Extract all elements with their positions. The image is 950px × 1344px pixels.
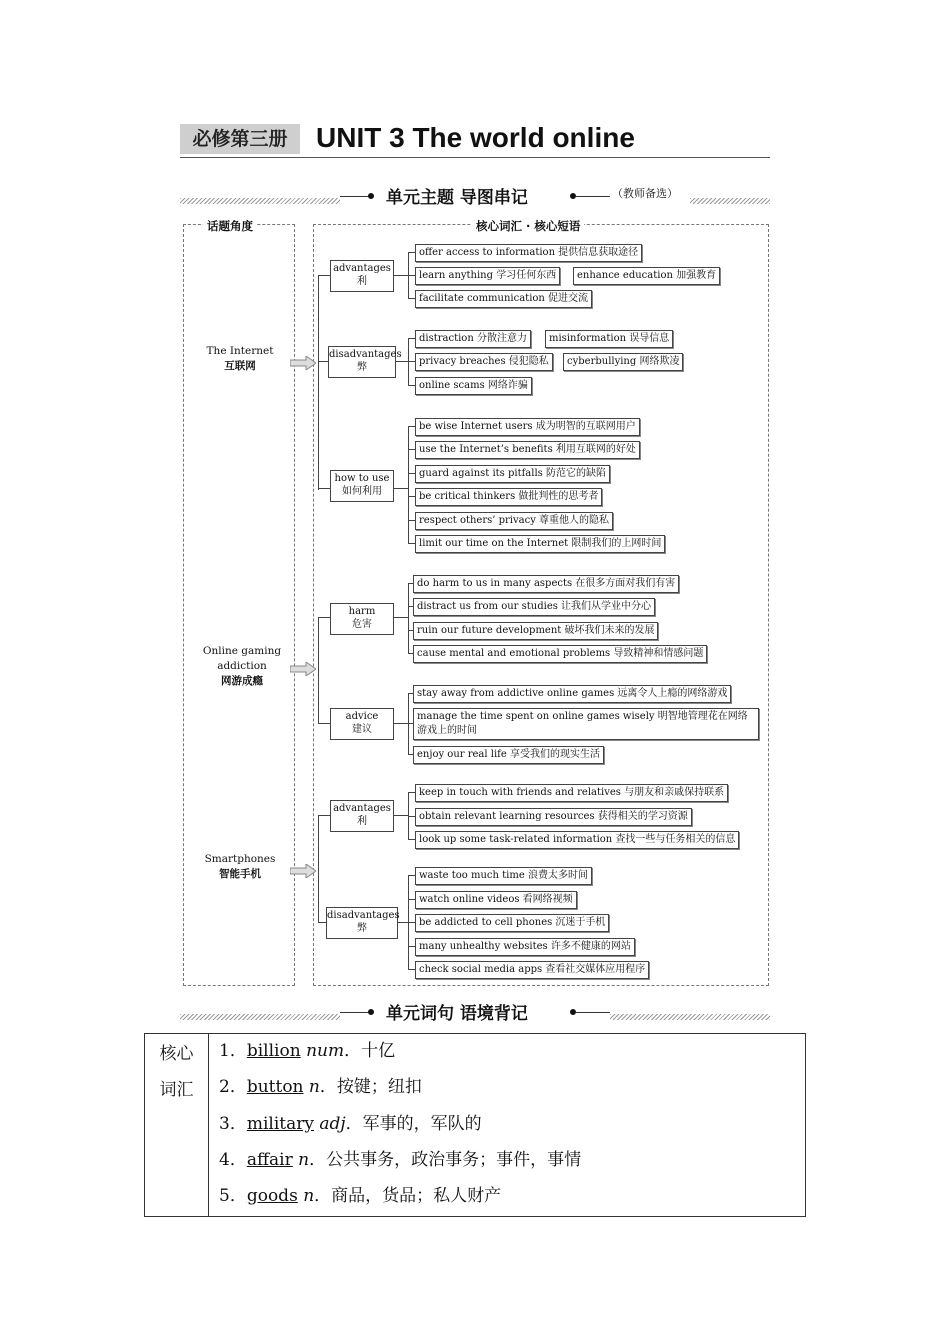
phrase-box: enhance education 加强教育: [573, 267, 720, 285]
phrase-box: offer access to information 提供信息获取途径: [415, 244, 642, 262]
connector: [408, 338, 415, 339]
vocab-meaning: 军事的，军队的: [362, 1114, 482, 1134]
connector: [408, 946, 415, 947]
phrase-box: learn anything 学习任何东西: [415, 267, 560, 285]
phrase-box: distraction 分散注意力: [415, 330, 531, 348]
category-box: [326, 907, 398, 939]
vocab-sep: ．: [345, 1114, 363, 1134]
section1-title: 单元主题 导图串记: [386, 188, 528, 208]
section1-note: （教师备选）: [612, 187, 678, 200]
phrase-box: be wise Internet users 成为明智的互联网用户: [415, 418, 640, 436]
connector: [394, 361, 408, 362]
arrow-right-icon: [290, 864, 316, 878]
connector: [408, 252, 415, 253]
vocab-num: 2．: [219, 1077, 247, 1097]
connector: [408, 473, 415, 474]
vocab-table: [144, 1033, 806, 1217]
phrase-box: watch online videos 看网络视频: [415, 891, 577, 909]
topic-internet: [196, 344, 284, 374]
phrase-box: facilitate communication 促进交流: [415, 290, 592, 308]
connector: [408, 426, 409, 544]
vocab-item: [219, 1076, 422, 1098]
arrow-right-icon: [290, 662, 316, 676]
connector: [408, 922, 415, 923]
connector: [394, 723, 408, 724]
phrase-box: limit our time on the Internet 限制我们的上网时间: [415, 535, 665, 553]
banner-rule-right: [576, 196, 610, 197]
vocab-meaning: 公共事务，政治事务；事件，事情: [326, 1150, 582, 1170]
banner-stripe-right: [690, 198, 770, 204]
connector: [318, 815, 319, 923]
topic-en: Online gaming addiction: [202, 645, 282, 672]
vocab-word: affair: [246, 1150, 293, 1170]
vocab-sep: ．: [319, 1077, 337, 1097]
topic-zh: 网游成瘾: [221, 675, 263, 687]
vocab-pos: n: [303, 1186, 315, 1206]
connector: [408, 298, 415, 299]
header-rule: [180, 157, 770, 158]
category-en: harm: [348, 606, 376, 617]
connector: [408, 816, 415, 817]
vocab-label-cell: [145, 1034, 209, 1216]
phrase-frame-title: 核心词汇 · 核心短语: [472, 218, 584, 234]
vocab-label: 核心: [159, 1044, 194, 1064]
category-en: advantages: [333, 263, 391, 274]
vocab-sep: ．: [344, 1041, 362, 1061]
vocab-item: [219, 1040, 395, 1062]
connector: [408, 385, 415, 386]
category-box: [330, 708, 394, 740]
connector: [318, 275, 330, 276]
vocab-sep: ．: [314, 1186, 332, 1206]
connector: [408, 275, 415, 276]
banner-rule-right: [576, 1012, 610, 1013]
connector: [408, 969, 415, 970]
vocab-item: [219, 1149, 581, 1171]
vocab-item: [219, 1113, 482, 1135]
topic-zh: 互联网: [224, 360, 256, 372]
category-zh: 弊: [357, 362, 367, 373]
phrase-box: privacy breaches 侵犯隐私: [415, 353, 553, 371]
topic-smartphones: [196, 852, 284, 882]
phrase-box: manage the time spent on online games wisely 明智地管理花在网络游戏上的时间: [413, 708, 759, 740]
vocab-word: goods: [246, 1186, 298, 1206]
category-zh: 弊: [357, 923, 367, 934]
banner-stripe-left: [180, 198, 340, 204]
connector: [394, 488, 408, 489]
phrase-box: online scams 网络诈骗: [415, 377, 532, 395]
category-en: disadvantages: [329, 349, 402, 360]
topic-en: The Internet: [206, 345, 274, 357]
connector: [408, 899, 415, 900]
phrase-box: do harm to us in many aspects 在很多方面对我们有害: [413, 575, 679, 593]
phrase-box: ruin our future development 破坏我们未来的发展: [413, 622, 658, 640]
phrase-box: check social media apps 查看社交媒体应用程序: [415, 961, 649, 979]
unit-title: UNIT 3 The world online: [316, 122, 635, 153]
category-box: [328, 346, 402, 378]
category-zh: 利: [357, 276, 367, 287]
vocab-pos: adj: [319, 1114, 346, 1134]
connector: [408, 543, 415, 544]
category-zh: 如何利用: [342, 486, 382, 497]
vocab-word: military: [246, 1114, 314, 1134]
category-en: how to use: [334, 473, 390, 484]
connector: [408, 426, 415, 427]
category-zh: 危害: [352, 619, 372, 630]
vocab-num: 4．: [219, 1150, 247, 1170]
vocab-word: billion: [246, 1041, 301, 1061]
connector: [408, 361, 415, 362]
vocab-pos: n: [308, 1077, 320, 1097]
banner-dot-left: [368, 1009, 374, 1015]
phrase-box: use the Internet’s benefits 利用互联网的好处: [415, 441, 640, 459]
vocab-pos: num: [306, 1041, 345, 1061]
phrase-box: cause mental and emotional problems 导致精神和情感问题: [413, 645, 707, 663]
phrase-box: be addicted to cell phones 沉迷于手机: [415, 914, 609, 932]
vocab-meaning: 十亿: [361, 1041, 396, 1061]
connector: [408, 875, 415, 876]
phrase-box: cyberbullying 网络欺凌: [563, 353, 683, 371]
category-en: advice: [345, 711, 379, 722]
connector: [318, 617, 330, 618]
connector: [408, 449, 415, 450]
connector: [398, 922, 408, 923]
phrase-box: misinformation 误导信息: [545, 330, 673, 348]
vocab-label: 词汇: [159, 1080, 194, 1100]
category-box: [330, 603, 394, 635]
phrase-box: be critical thinkers 做批判性的思考者: [415, 488, 602, 506]
vocab-word: button: [246, 1077, 304, 1097]
vocab-item: [219, 1185, 501, 1207]
category-en: advantages: [333, 803, 391, 814]
vocab-meaning: 商品，货品；私人财产: [331, 1186, 502, 1206]
banner-stripe-left: [180, 1014, 340, 1020]
phrase-box: stay away from addictive online games 远离令人上瘾的网络游戏: [413, 685, 731, 703]
connector: [408, 693, 409, 755]
category-en: disadvantages: [327, 910, 400, 921]
connector: [318, 617, 319, 724]
connector: [318, 488, 330, 489]
phrase-box: respect others’ privacy 尊重他人的隐私: [415, 512, 613, 530]
category-box: [330, 800, 394, 832]
category-zh: 利: [357, 816, 367, 827]
banner-stripe-right: [610, 1014, 770, 1020]
category-box: [330, 470, 394, 502]
vocab-pos: n: [298, 1150, 310, 1170]
connector: [318, 815, 330, 816]
banner-rule-left: [340, 1012, 370, 1013]
phrase-box: distract us from our studies 让我们从学业中分心: [413, 598, 655, 616]
vocab-num: 5．: [219, 1186, 247, 1206]
phrase-box: look up some task-related information 查找一些与任务相关的信息: [415, 831, 739, 849]
book-tag: 必修第三册: [180, 124, 300, 154]
connector: [394, 617, 408, 618]
phrase-box: obtain relevant learning resources 获得相关的学习资源: [415, 808, 692, 826]
topic-en: Smartphones: [204, 853, 276, 865]
connector: [318, 275, 319, 490]
vocab-num: 3．: [219, 1114, 247, 1134]
connector: [408, 520, 415, 521]
phrase-box: keep in touch with friends and relatives 与朋友和亲戚保持联系: [415, 784, 728, 802]
connector: [394, 815, 408, 816]
vocab-num: 1．: [219, 1041, 247, 1061]
vocab-meaning: 按键；纽扣: [336, 1077, 422, 1097]
connector: [408, 839, 415, 840]
category-zh: 建议: [352, 724, 372, 735]
section2-title: 单元词句 语境背记: [386, 1004, 528, 1024]
connector: [408, 583, 409, 654]
connector: [408, 792, 415, 793]
topic-zh: 智能手机: [219, 868, 261, 880]
phrase-box: guard against its pitfalls 防范它的缺陷: [415, 465, 610, 483]
topic-gaming: [196, 644, 288, 689]
phrase-box: waste too much time 浪费太多时间: [415, 867, 592, 885]
vocab-sep: ．: [309, 1150, 327, 1170]
arrow-right-icon: [290, 356, 316, 370]
phrase-box: many unhealthy websites 许多不健康的网站: [415, 938, 635, 956]
connector: [394, 275, 408, 276]
banner-dot-left: [368, 193, 374, 199]
phrase-box: enjoy our real life 享受我们的现实生活: [413, 746, 604, 764]
topic-frame-title: 话题角度: [203, 218, 257, 234]
connector: [408, 496, 415, 497]
banner-rule-left: [340, 196, 370, 197]
connector: [318, 723, 330, 724]
category-box: [330, 260, 394, 292]
